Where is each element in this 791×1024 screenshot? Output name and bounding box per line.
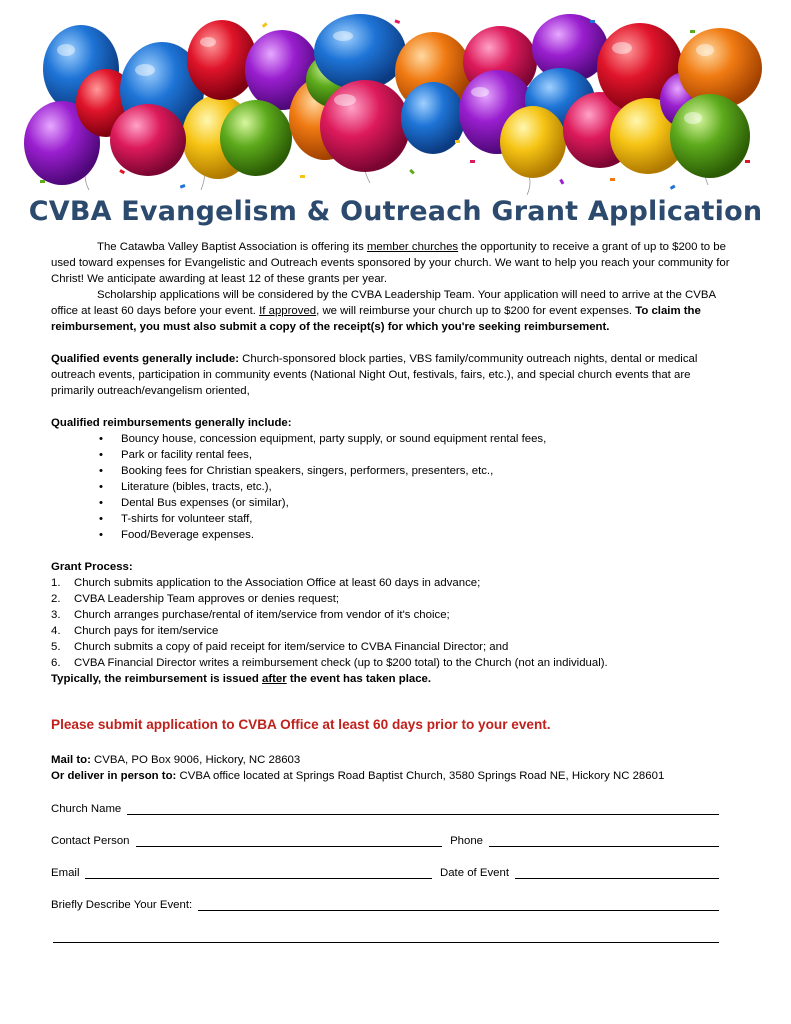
describe-event-label: Briefly Describe Your Event: bbox=[51, 899, 193, 911]
email-label: Email bbox=[51, 867, 80, 879]
list-item: • Dental Bus expenses (or similar), bbox=[121, 495, 731, 511]
reimbursement-note: Typically, the reimbursement is issued after the event has taken place. bbox=[51, 673, 432, 685]
phone-label: Phone bbox=[450, 835, 483, 847]
church-name-field[interactable] bbox=[127, 802, 719, 815]
grant-process-heading: Grant Process: bbox=[51, 561, 133, 573]
describe-event-field[interactable] bbox=[198, 898, 719, 911]
list-item: 5. Church submits a copy of paid receipt for item/service to CVBA Financial Director; and bbox=[51, 641, 509, 653]
qualified-events: Qualified events generally include: Church-sponsored block parties, VBS family/community outreach nights, dental or medical outreach events, participation in community events (National Night Out, festivals, fairs, etc.), and special church events that are primarily outreach/evangelism oriented, bbox=[51, 353, 698, 397]
document-body bbox=[51, 239, 731, 687]
describe-event-field-line-2[interactable] bbox=[53, 930, 719, 943]
list-item: • Literature (bibles, tracts, etc.), bbox=[121, 479, 731, 495]
email-date-row bbox=[51, 863, 723, 879]
list-item: • Booking fees for Christian speakers, singers, performers, presenters, etc., bbox=[121, 463, 731, 479]
date-of-event-label: Date of Event bbox=[439, 867, 509, 879]
contact-phone-row bbox=[51, 831, 723, 847]
list-item: 1. Church submits application to the Association Office at least 60 days in advance; bbox=[51, 577, 481, 589]
contact-person-field[interactable] bbox=[136, 834, 443, 847]
date-of-event-field[interactable] bbox=[515, 866, 719, 879]
church-name-row bbox=[51, 799, 723, 815]
list-item: 2. CVBA Leadership Team approves or denies request; bbox=[51, 593, 340, 605]
grant-process-steps bbox=[51, 575, 731, 671]
email-field[interactable] bbox=[85, 866, 431, 879]
page-title: CVBA Evangelism & Outreach Grant Application bbox=[28, 196, 763, 227]
list-item: • Bouncy house, concession equipment, party supply, or sound equipment rental fees, bbox=[121, 431, 731, 447]
contact-person-label: Contact Person bbox=[51, 835, 130, 847]
reimbursements-list bbox=[51, 431, 731, 543]
list-item: • Food/Beverage expenses. bbox=[121, 527, 731, 543]
phone-field[interactable] bbox=[489, 834, 719, 847]
intro-paragraph-1: The Catawba Valley Baptist Association is offering its member churches the opportunity to receive a grant of up to $200 to be used toward expenses for Evangelistic and Outreach events sponsored by your church. We want to help you reach your community for Christ! We anticipate awarding at least 12 of these grants per year. bbox=[51, 241, 730, 285]
church-name-label: Church Name bbox=[51, 803, 122, 815]
list-item: • Park or facility rental fees, bbox=[121, 447, 731, 463]
mailing-info: Mail to: CVBA, PO Box 9006, Hickory, NC 28603 Or deliver in person to: CVBA office located at Springs Road Baptist Church, 3580 Springs Road NE, Hickory NC 28601 bbox=[51, 754, 665, 782]
list-item: 6. CVBA Financial Director writes a reimbursement check (up to $200 total) to the Church (not an individual). bbox=[51, 657, 608, 669]
reimbursements-heading: Qualified reimbursements generally include: bbox=[51, 417, 292, 429]
list-item: 3. Church arranges purchase/rental of item/service from vendor of it's choice; bbox=[51, 609, 450, 621]
list-item: • T-shirts for volunteer staff, bbox=[121, 511, 731, 527]
balloons-banner bbox=[0, 0, 791, 200]
describe-row-2 bbox=[51, 927, 723, 943]
submission-notice: Please submit application to CVBA Office at least 60 days prior to your event. bbox=[51, 717, 551, 732]
list-item: 4. Church pays for item/service bbox=[51, 625, 219, 637]
intro-paragraph-2: Scholarship applications will be considered by the CVBA Leadership Team. Your application will need to arrive at the CVBA office at least 60 days before your event. If approved, we will reimburse your church up to $200 for event expenses. To claim the reimbursement, you must also submit a copy of the receipt(s) for which you're seeking reimbursement. bbox=[51, 289, 716, 333]
describe-row bbox=[51, 895, 723, 911]
